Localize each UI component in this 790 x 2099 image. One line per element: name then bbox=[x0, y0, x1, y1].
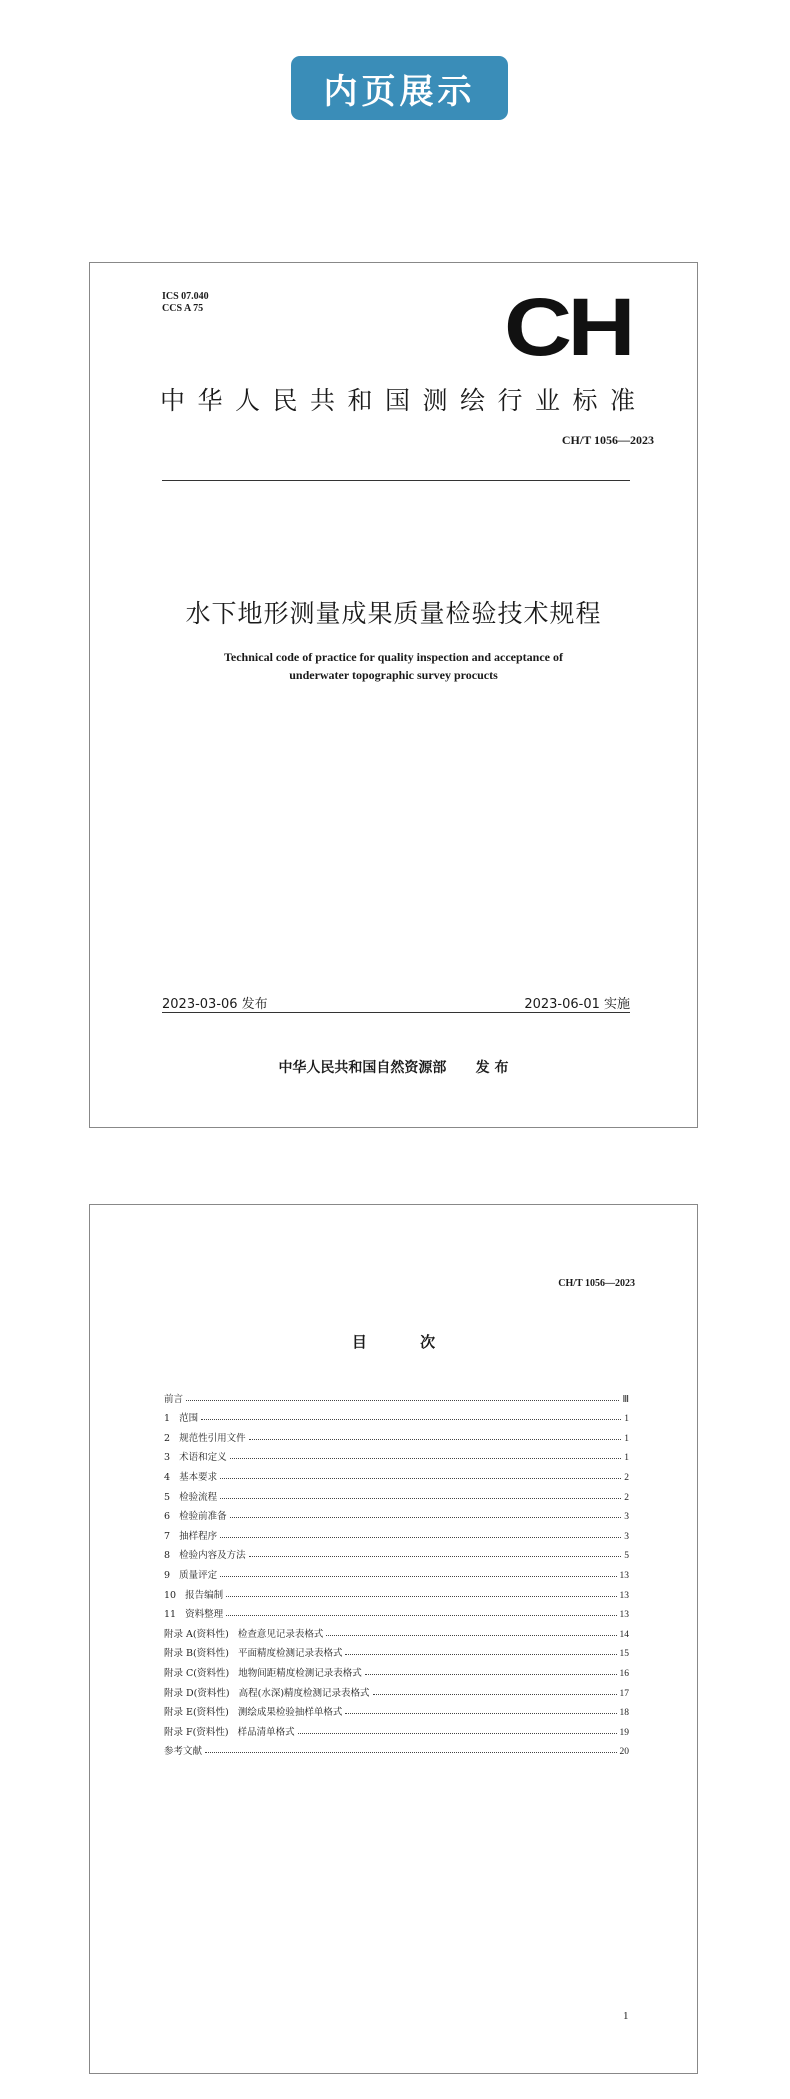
toc-entry-page: 15 bbox=[619, 1649, 629, 1660]
toc-dot-leader bbox=[220, 1576, 616, 1577]
document-title-cn: 水下地形测量成果质量检验技术规程 bbox=[185, 599, 602, 628]
toc-dot-leader bbox=[365, 1674, 617, 1675]
toc-entry[interactable] bbox=[164, 1679, 629, 1699]
document-title-en bbox=[90, 648, 697, 684]
toc-entry[interactable] bbox=[164, 1718, 629, 1738]
toc-entry[interactable] bbox=[164, 1503, 629, 1523]
toc-entry-title: 3 术语和定义 bbox=[164, 1452, 227, 1464]
toc-entry[interactable] bbox=[164, 1542, 629, 1562]
toc-entry-page: 14 bbox=[619, 1629, 629, 1640]
toc-entry-page: 20 bbox=[619, 1747, 629, 1758]
release-date: 2023-03-06 发布 bbox=[162, 997, 268, 1012]
toc-entry-page: 2 bbox=[624, 1472, 629, 1483]
standard-number: CH/T 1056—2023 bbox=[561, 433, 654, 447]
toc-page bbox=[89, 1204, 698, 2074]
publisher: 中华人民共和国自然资源部 发 布 bbox=[278, 1060, 509, 1076]
toc-heading: 目 次 bbox=[351, 1333, 460, 1351]
ccs-code: CCS A 75 bbox=[162, 303, 204, 314]
toc-entry-title: 4 基本要求 bbox=[164, 1471, 218, 1483]
toc-entry[interactable] bbox=[164, 1405, 629, 1425]
toc-entry-title: 2 规范性引用文件 bbox=[164, 1432, 246, 1444]
toc-dot-leader bbox=[249, 1439, 622, 1440]
toc-entry-page: 13 bbox=[619, 1610, 629, 1621]
toc-dot-leader bbox=[220, 1478, 621, 1479]
implement-date: 2023-06-01 实施 bbox=[524, 997, 630, 1012]
toc-entry-page: 1 bbox=[624, 1453, 629, 1464]
toc-entry-page: 5 bbox=[624, 1551, 629, 1562]
toc-standard-number: CH/T 1056—2023 bbox=[558, 1278, 635, 1289]
ch-logo: CH bbox=[504, 282, 632, 373]
toc-dot-leader bbox=[220, 1498, 621, 1499]
toc-entry-title: 附录 E(资料性) 测绘成果检验抽样单格式 bbox=[164, 1707, 343, 1719]
toc-entry[interactable] bbox=[164, 1522, 629, 1542]
toc-dot-leader bbox=[230, 1458, 622, 1459]
toc-dot-leader bbox=[230, 1517, 622, 1518]
ics-code: ICS 07.040 bbox=[162, 291, 209, 302]
toc-entry-title: 附录 C(资料性) 地物间距精度检测记录表格式 bbox=[164, 1667, 362, 1679]
toc-entry-title: 7 抽样程序 bbox=[164, 1530, 218, 1542]
toc-entry-title: 10 报告编制 bbox=[164, 1589, 224, 1601]
toc-entry[interactable] bbox=[164, 1463, 629, 1483]
toc-entry[interactable] bbox=[164, 1699, 629, 1719]
toc-dot-leader bbox=[249, 1556, 622, 1557]
toc-entry-title: 附录 A(资料性) 检查意见记录表格式 bbox=[164, 1628, 324, 1640]
toc-entry-title: 附录 B(资料性) 平面精度检测记录表格式 bbox=[164, 1648, 343, 1660]
toc-entry-page: 3 bbox=[624, 1531, 629, 1542]
toc-entry[interactable] bbox=[164, 1444, 629, 1464]
toc-dot-leader bbox=[226, 1615, 616, 1616]
toc-entry-page: 16 bbox=[619, 1668, 629, 1679]
toc-entry[interactable] bbox=[164, 1659, 629, 1679]
toc-dot-leader bbox=[345, 1654, 616, 1655]
standard-category-title: 中华人民共和国测绘行业标准 bbox=[160, 386, 648, 415]
toc-dot-leader bbox=[226, 1596, 616, 1597]
toc-entry-title: 9 质量评定 bbox=[164, 1569, 218, 1581]
toc-entry-title: 附录 F(资料性) 样品清单格式 bbox=[164, 1726, 295, 1738]
date-row bbox=[162, 993, 630, 1012]
toc-entry[interactable] bbox=[164, 1620, 629, 1640]
toc-dot-leader bbox=[186, 1400, 619, 1401]
title-en-line2: underwater topographic survey procucts bbox=[289, 668, 498, 682]
toc-entry[interactable] bbox=[164, 1581, 629, 1601]
toc-entry-title: 参考文献 bbox=[164, 1746, 203, 1758]
toc-entry-title: 附录 D(资料性) 高程(水深)精度检测记录表格式 bbox=[164, 1687, 370, 1699]
toc-entry[interactable] bbox=[164, 1640, 629, 1660]
title-en-line1: Technical code of practice for quality inspection and acceptance of bbox=[224, 650, 563, 664]
toc-entry-page: Ⅲ bbox=[622, 1394, 629, 1405]
toc-dot-leader bbox=[298, 1733, 617, 1734]
toc-entry[interactable] bbox=[164, 1424, 629, 1444]
toc-dot-leader bbox=[326, 1635, 616, 1636]
toc-dot-leader bbox=[345, 1713, 616, 1714]
toc-entry-page: 2 bbox=[624, 1492, 629, 1503]
toc-entry-page: 3 bbox=[624, 1512, 629, 1523]
toc-entry-page: 18 bbox=[619, 1708, 629, 1719]
toc-dot-leader bbox=[373, 1694, 617, 1695]
toc-entry-page: 13 bbox=[619, 1570, 629, 1581]
toc-entry-page: 17 bbox=[619, 1688, 629, 1699]
toc-entry-page: 19 bbox=[619, 1727, 629, 1738]
toc-entry-page: 1 bbox=[624, 1414, 629, 1425]
section-banner bbox=[291, 56, 508, 120]
toc-entry-title: 5 检验流程 bbox=[164, 1491, 218, 1503]
toc-entry-page: 13 bbox=[619, 1590, 629, 1601]
toc-entry[interactable] bbox=[164, 1738, 629, 1758]
toc-entry-title: 1 范围 bbox=[164, 1413, 199, 1425]
toc-dot-leader bbox=[220, 1537, 621, 1538]
toc-entry-page: 1 bbox=[624, 1433, 629, 1444]
toc-list bbox=[164, 1385, 629, 1757]
toc-dot-leader bbox=[201, 1419, 621, 1420]
page-number: 1 bbox=[623, 2010, 629, 2022]
toc-entry[interactable] bbox=[164, 1561, 629, 1581]
cover-page bbox=[89, 262, 698, 1128]
bottom-divider bbox=[162, 1012, 630, 1013]
toc-entry-title: 6 检验前准备 bbox=[164, 1511, 227, 1523]
toc-entry[interactable] bbox=[164, 1483, 629, 1503]
toc-entry-title: 8 检验内容及方法 bbox=[164, 1550, 246, 1562]
toc-entry[interactable] bbox=[164, 1601, 629, 1621]
top-divider bbox=[162, 480, 630, 481]
toc-entry-title: 前言 bbox=[164, 1393, 184, 1405]
toc-dot-leader bbox=[205, 1752, 616, 1753]
toc-entry-title: 11 资料整理 bbox=[164, 1609, 224, 1621]
banner-label: 内页展示 bbox=[323, 71, 476, 112]
toc-entry[interactable] bbox=[164, 1385, 629, 1405]
classification-codes bbox=[162, 291, 209, 315]
